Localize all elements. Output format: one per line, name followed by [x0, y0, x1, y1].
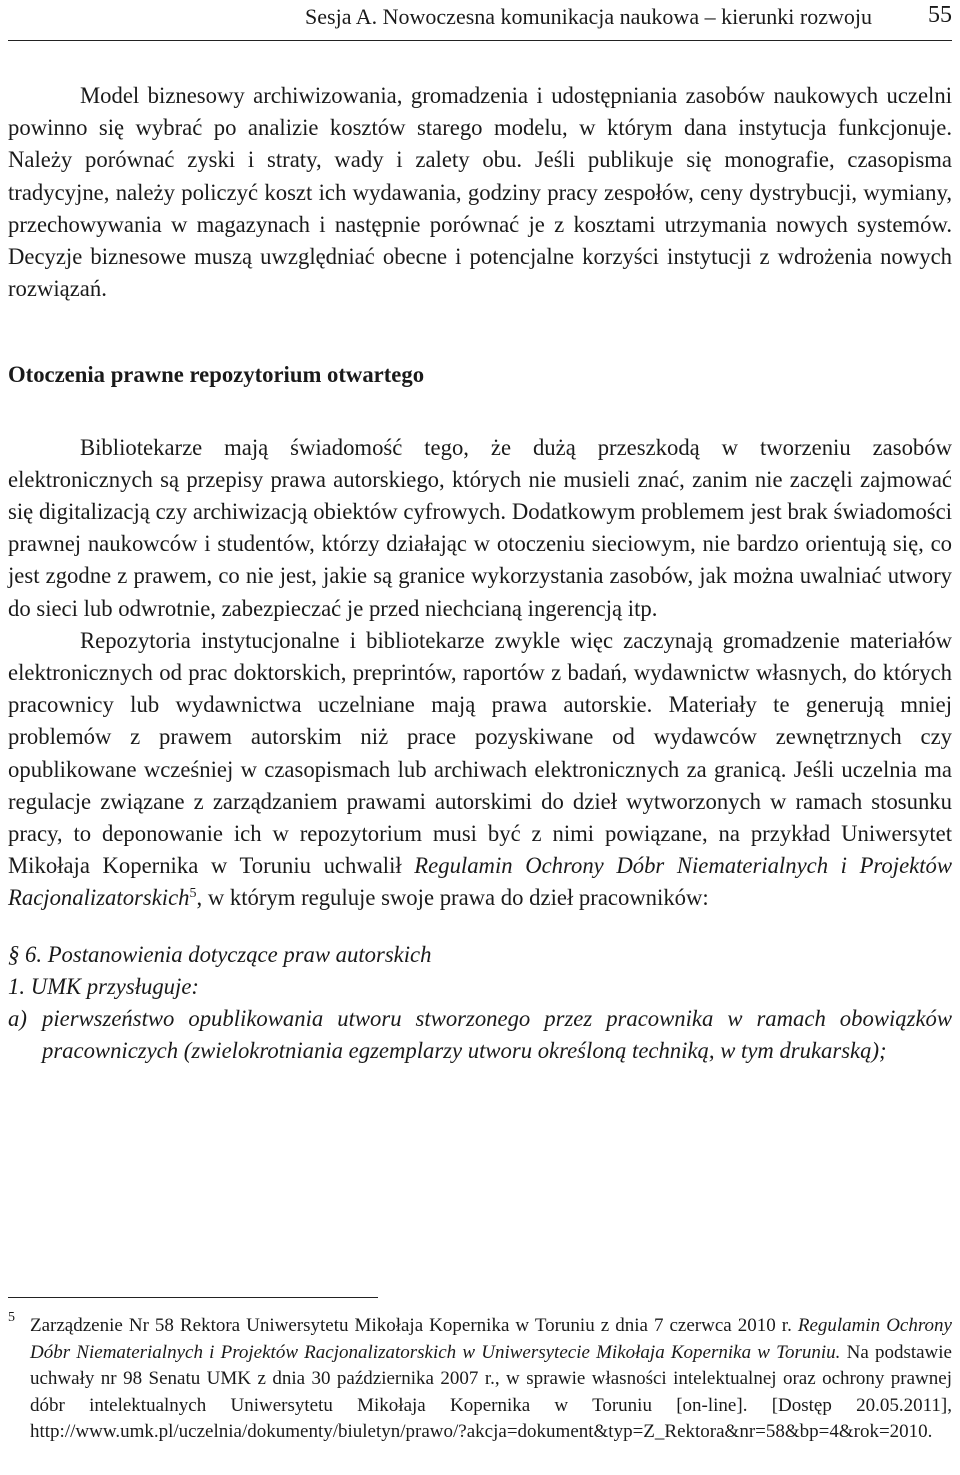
footnote-part-3: Na podstawie uchwały nr 98 Senatu UMK z dnia 30 października 2007 r., w sprawie własności intelektualnej oraz ochrony prawnej dóbr intelektualnych Uniwersytetu Mikołaja Kopernika w Toruniu [on-line]. [Dostęp 20.05.2011], http://www.umk.pl/uczelnia/dokumenty/biuletyn/prawo/?akcja=dokument&typ=Z_Rektora&nr=58&bp=4&rok=2010.: [30, 1341, 952, 1442]
footnote: [8, 1310, 952, 1446]
running-header-title: Sesja A. Nowoczesna komunikacja naukowa – kierunki rozwoju: [305, 4, 872, 29]
footnote-regulation-title: Regulamin Ochrony Dóbr Niematerialnych i Projektów Racjonalizatorskich w Uniwersytecie Mikołaja Kopernika w Toruniu.: [30, 1315, 952, 1363]
paragraph-business-model: Model biznesowy archiwizowania, gromadzenia i udostępniania zasobów naukowych uczelni powinno się wybrać po analizie kosztów starego modelu, w którym dana instytucja funkcjonuje. Należy porównać zyski i straty, wady i zalety obu. Jeśli publikuje się monografie, czasopisma tradycyjne, należy policzyć koszt ich wydawania, godziny pracy zespołów, ceny dystrybucji, wymiany, przechowywania w magazynach i następnie porównać je z kosztami utrzymania nowych systemów. Decyzje biznesowe muszą uwzględniać obecne i potencjalne korzyści instytucji z wdrożenia nowych rozwiązań.: [8, 83, 952, 302]
section-heading: Otoczenia prawne repozytorium otwartego: [8, 362, 425, 388]
page-number: 55: [928, 2, 952, 28]
main-text: [8, 80, 952, 1067]
paragraph-repositories-text: Repozytoria instytucjonalne i bibliotekarze zwykle więc zaczynają gromadzenie materiałów elektronicznych od prac doktorskich, preprintów, raportów z badań, wydawnictw własnych, do których pracownicy lub wydawnictwa uczelniane mają prawa autorskie. Materiały te generują mniej problemów z prawem autorskim niż prace pozyskiwane od wydawców zewnętrznych czy opublikowane wcześniej w czasopismach lub archiwach elektronicznych za granicą. Jeśli uczelnia ma regulacje związane z zarządzaniem prawami autorskimi do dzieł wytworzonych w ramach stosunku pracy, to deponowanie ich w repozytorium musi być z nimi powiązane, na przykład Uniwersytet Mikołaja Kopernika w Toruniu uchwalił: [8, 627, 952, 879]
footnote-reference: 5: [189, 886, 197, 902]
footnote-part-1: Zarządzenie Nr 58 Rektora Uniwersytetu Mikołaja Kopernika w Toruniu z dnia 7 czerwca 2010 r.: [30, 1315, 798, 1336]
paragraph-repositories-tail: , w którym reguluje swoje prawa do dzieł pracowników:: [196, 885, 709, 911]
quote-item-marker: a): [8, 1006, 27, 1032]
paragraph-librarians: Bibliotekarze mają świadomość tego, że dużą przeszkodą w tworzeniu zasobów elektronicznych są przepisy prawa autorskiego, których nie musieli znać, zanim nie zaczęli zajmować się digitalizacją czy archiwizacją obiektów cyfrowych. Dodatkowym problemem jest brak świadomości prawnej naukowców i studentów, którzy działając w otoczeniu sieciowym, nie bardzo orientują się, co jest zgodne z prawem, co nie jest, jakie są granice wykorzystania zasobów, jak można uwalniać utwory do sieci lub odwrotnie, zabezpieczać je przed niechcianą ingerencją itp.: [8, 434, 952, 621]
quote-list-item: [8, 1003, 952, 1067]
quote-item-text: pierwszeństwo opublikowania utworu stworzonego przez pracownika w ramach obowiązków pracowniczych (zwielokrotniania egzemplarzy utworu określoną techniką, w tym drukarską);: [42, 1006, 952, 1064]
footnote-number: 5: [8, 1310, 15, 1325]
regulation-title: Regulamin Ochrony Dóbr Niematerialnych i Projektów Racjonalizatorskich: [8, 853, 952, 911]
quote-section-title: § 6. Postanowienia dotyczące praw autorskich: [8, 941, 432, 967]
regulation-quote: [8, 939, 952, 1068]
quote-clause: 1. UMK przysługuje:: [8, 973, 199, 999]
footnote-divider: [8, 1297, 378, 1298]
running-header: [8, 0, 952, 41]
footnote-text: [8, 1313, 952, 1446]
paragraph-repositories: [8, 625, 952, 915]
